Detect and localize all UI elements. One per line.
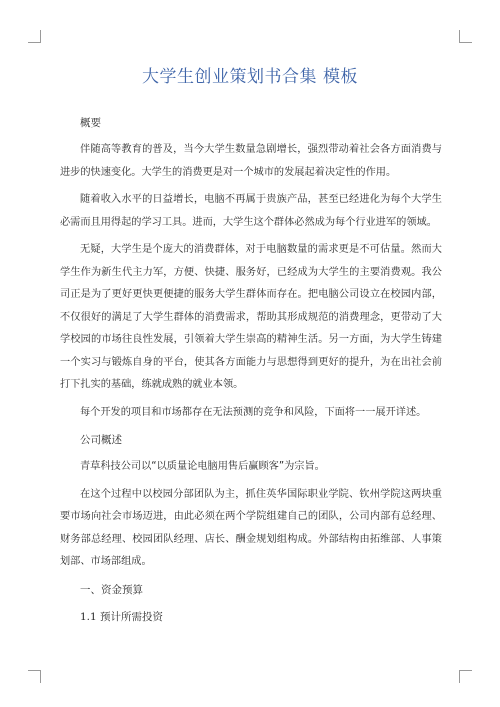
crop-mark-bottom-right	[459, 670, 472, 683]
crop-mark-bottom-left	[28, 670, 41, 683]
section-heading-budget: 一、资金预算	[80, 583, 143, 596]
paragraph: 无疑，大学生是个庞大的消费群体，对于电脑数量的需求更是不可估量。然而大学生作为新生代主力军，方便、快捷、服务好，已经成为大学生的主要消费观。我公司正是为了更好更快更便捷的服务大学生群体而存在。把电脑公司设立在校园内部，不仅很好的满足了大学生群体的消费需求，帮助其形成规范的消费理念，更带动了大学校园的市场往良性发展，引领着大学生崇高的精神生活。另一方面，为大学生铸建一个实习与锻炼自身的平台，使其各方面能力与思想得到更好的提升，为在出社会前打下扎实的基础，练就成熟的就业本领。	[60, 244, 442, 390]
subsection-heading-investment: 1.1 预计所需投资	[80, 610, 164, 623]
section-heading-company: 公司概述	[80, 434, 122, 446]
paragraph: 每个开发的项目和市场都存在无法预测的竞争和风险，下面将一一展开详述。	[80, 406, 427, 418]
paragraph: 伴随高等教育的普及，当今大学生数量急剧增长，强烈带动着社会各方面消费与进步的快速变化。大学生的消费更是对一个城市的发展起着决定性的作用。	[60, 144, 442, 178]
crop-mark-top-right	[459, 30, 472, 43]
document-title: 大学生创业策划书合集 模板	[142, 67, 358, 87]
document-body	[60, 112, 442, 633]
paragraph: 随着收入水平的日益增长，电脑不再属于贵族产品，甚至已经进化为每个大学生必需而且用得起的学习工具。进而，大学生这个群体必然成为每个行业进军的领域。	[60, 194, 442, 228]
crop-mark-top-left	[28, 30, 41, 43]
paragraph: 青草科技公司以“以质量论电脑用售后赢顾客”为宗旨。	[80, 461, 325, 472]
section-heading-overview: 概要	[80, 117, 101, 129]
paragraph: 在这个过程中以校园分部团队为主，抓住英华国际职业学院、钦州学院这两块重要市场向社会市场迈进，由此必须在两个学院组建自己的团队，公司内部有总经理、财务部总经理、校园团队经理、店长、酬金规划组构成。外部结构由拓维部、人事策划部、市场部组成。	[60, 488, 442, 567]
